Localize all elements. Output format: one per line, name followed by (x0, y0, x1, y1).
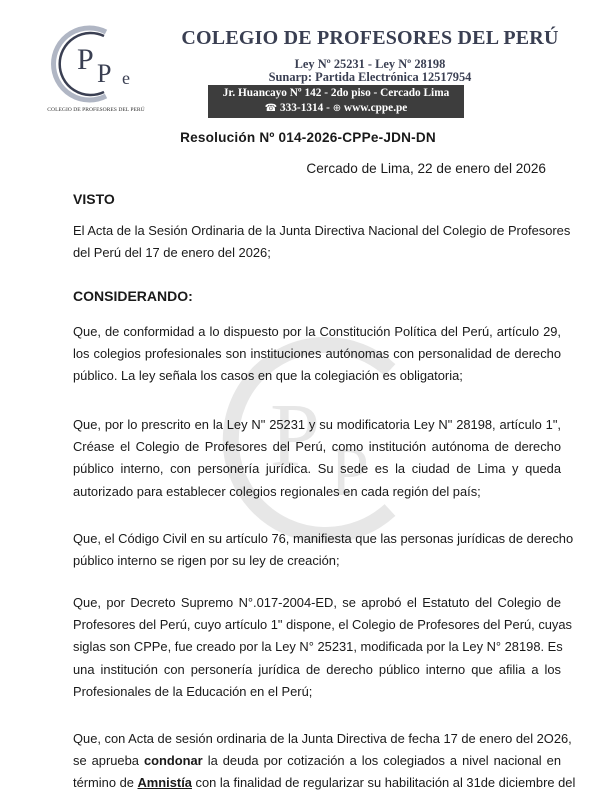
bold-term-condonar: condonar (143, 753, 203, 769)
visto-paragraph (73, 220, 571, 264)
considerando-paragraph-2 (73, 414, 561, 503)
considerando-paragraph-3 (73, 528, 574, 572)
paragraph-line: público. La ley señala los casos en que la colegiación es obligatoria; (73, 368, 463, 384)
paragraph-line: autorizado para establecer colegios regionales en cada región del país; (73, 483, 481, 499)
svg-text:e: e (122, 68, 130, 88)
paragraph-line: público interno se rigen por su ley de creación; (73, 553, 340, 569)
paragraph-line (73, 772, 576, 794)
svg-text:P: P (77, 43, 94, 76)
considerando-paragraph-5 (73, 728, 576, 795)
address-line: Jr. Huancayo Nº 142 - 2do piso - Cercado Lima (222, 87, 450, 99)
cppe-logo (44, 24, 149, 104)
phone-number: 333-1314 - (279, 102, 330, 114)
phone-icon: ☎ (264, 103, 278, 114)
paragraph-line: una institución con personería jurídica de derecho público interno que afilia a los (73, 661, 561, 677)
considerando-paragraph-1 (73, 321, 561, 388)
text-run: se aprueba (73, 753, 144, 769)
considerando-paragraph-4 (73, 592, 572, 703)
paragraph-line: Que, el Código Civil en su artículo 76, manifiesta que las personas jurídicas de derecho (73, 531, 574, 546)
org-name: COLEGIO DE PROFESORES DEL PERÚ (181, 27, 559, 49)
paragraph-line: siglas son CPPe, fue creado por la Ley N° 25231, modificada por la Ley N° 28198. Es (73, 639, 563, 655)
paragraph-line: Que, por Decreto Supremo N°.017-2004-ED, se aprobó el Estatuto del Colegio de (73, 595, 561, 610)
address-box (208, 85, 464, 118)
paragraph-line: del Perú del 17 de enero del 2026; (73, 245, 271, 261)
globe-icon: ⊕ (332, 103, 342, 114)
paragraph-line: El Acta de la Sesión Ordinaria de la Junta Directiva Nacional del Colegio de Profesores (73, 223, 571, 238)
svg-text:P: P (270, 386, 321, 485)
svg-text:P: P (330, 434, 369, 511)
contact-line (208, 101, 464, 116)
text-run: con la finalidad de regularizar su habilitación al 31de diciembre del (191, 775, 576, 791)
bold-term-amnistia: Amnistía (137, 775, 192, 791)
website: www.cppe.pe (343, 102, 408, 114)
paragraph-line: público interno, con personería jurídica. Su sede es la ciudad de Lima y queda (73, 461, 561, 477)
text-run: término de (73, 775, 138, 791)
paragraph-line: Créase el Colegio de Profesores del Perú, como institución autónoma de derecho (73, 439, 561, 455)
laws-line: Ley Nº 25231 - Ley Nº 28198 (294, 57, 446, 71)
paragraph-line: Que, por lo prescrito en la Ley N" 25231 y su modificatoria Ley N" 28198, artículo 1", (73, 417, 561, 432)
svg-text:P: P (97, 59, 112, 88)
considerando-heading: CONSIDERANDO: (73, 288, 193, 304)
resolution-number: Resolución Nº 014-2026-CPPe-JDN-DN (180, 130, 436, 145)
paragraph-line: Profesores del Perú, cuyo artículo 1" dispone, el Colegio de Profesores del Perú, cuyas (73, 617, 572, 633)
sunarp-line: Sunarp: Partida Electrónica 12517954 (268, 70, 472, 84)
paragraph-line (73, 750, 561, 772)
text-run: la deuda por cotización a los colegiados a nivel nacional en (202, 753, 561, 769)
paragraph-line: Profesionales de la Educación en el Perú; (73, 683, 313, 699)
place-date: Cercado de Lima, 22 de enero del 2026 (306, 161, 546, 176)
visto-heading: VISTO (73, 191, 115, 207)
logo-caption: COLEGIO DE PROFESORES DEL PERÚ (47, 107, 145, 113)
paragraph-line: Que, de conformidad a lo dispuesto por la Constitución Política del Perú, artículo 29, (73, 324, 561, 339)
paragraph-line: los colegios profesionales son instituciones autónomas con personalidad de derecho (73, 346, 561, 362)
paragraph-line: Que, con Acta de sesión ordinaria de la Junta Directiva de fecha 17 de enero del 2O26, (73, 731, 572, 746)
